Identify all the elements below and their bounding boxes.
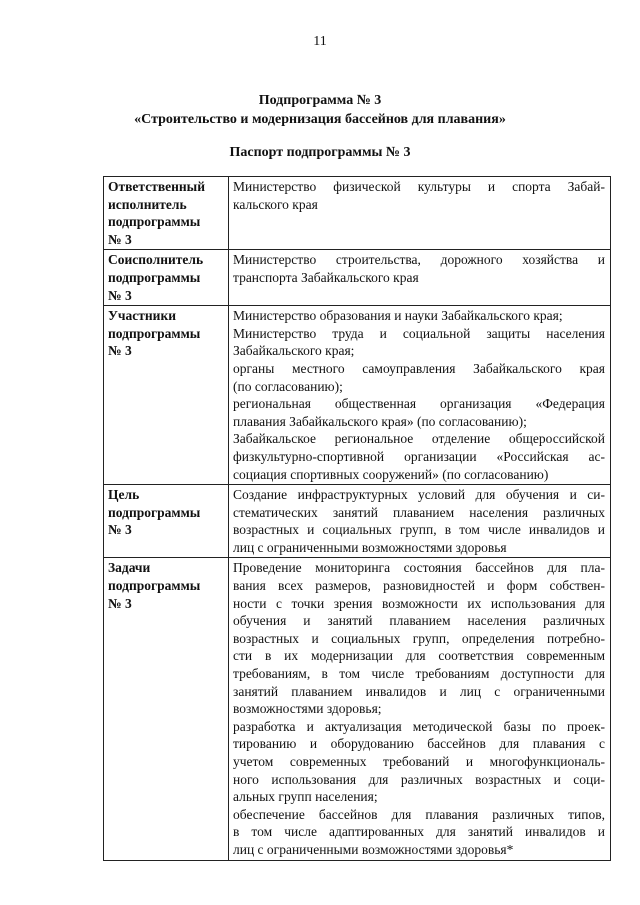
value-line: стематических занятий плаванием населения различных <box>233 504 605 520</box>
label-line: № 3 <box>108 595 132 611</box>
row-label <box>104 250 229 306</box>
value-line: региональная общественная организация «Федерация <box>233 396 605 412</box>
subprogram-name: «Строительство и модернизация бассейнов для плавания» <box>134 112 506 127</box>
passport-table <box>103 176 611 861</box>
row-value <box>229 306 611 485</box>
value-line: занятий плаванием инвалидов и лиц с ограниченными <box>233 683 605 699</box>
row-label <box>104 177 229 250</box>
value-line: Министерство труда и социальной защиты населения <box>233 325 605 341</box>
value-line: кальского края <box>233 196 318 212</box>
label-line: подпрограммы <box>108 325 201 341</box>
value-line: тированию и оборудованию бассейнов для плавания с <box>233 736 605 752</box>
value-line: (по согласованию); <box>233 378 343 394</box>
value-line: Министерство физической культуры и спорта Забай- <box>233 179 605 194</box>
value-line: физкультурно-спортивной организации «Российская ас- <box>233 448 605 464</box>
value-line: сти в их модернизации для соответствия современным <box>233 648 605 664</box>
value-line: Министерство образования и науки Забайкальского края; <box>233 308 563 324</box>
value-line: плавания Забайкальского края» (по согласованию); <box>233 413 527 429</box>
value-line: Создание инфраструктурных условий для обучения и си- <box>233 487 605 503</box>
row-value <box>229 485 611 558</box>
table-row-co-executor <box>104 250 611 306</box>
label-line: № 3 <box>108 343 132 359</box>
label-line: № 3 <box>108 522 132 538</box>
page-number: 11 <box>313 34 327 49</box>
table-row-responsible-executor <box>104 177 611 250</box>
value-line: лиц с ограниченными возможностями здоровья <box>233 539 507 555</box>
row-value <box>229 250 611 306</box>
table-row-tasks <box>104 558 611 860</box>
value-line: Проведение мониторинга состояния бассейнов для пла- <box>233 560 605 576</box>
value-line: обеспечение бассейнов для плавания различных типов, <box>233 806 605 822</box>
row-label <box>104 485 229 558</box>
value-line: лиц с ограниченными возможностями здоровья* <box>233 841 514 857</box>
value-line: разработка и актуализация методической базы по проек- <box>233 718 605 734</box>
value-line: в том числе адаптированных для занятий инвалидов и <box>233 824 605 840</box>
label-line: Соисполнитель <box>108 252 204 268</box>
value-line: социация спортивных сооружений» (по согласованию) <box>233 466 549 482</box>
value-line: Министерство строительства, дорожного хозяйства и <box>233 252 605 268</box>
row-value <box>229 177 611 250</box>
value-line: возрастных и социальных групп, в том числе инвалидов и <box>233 522 605 538</box>
label-line: № 3 <box>108 231 132 247</box>
label-line: исполнитель <box>108 196 187 212</box>
subprogram-title: Подпрограмма № 3 <box>258 93 382 108</box>
label-line: подпрограммы <box>108 504 201 520</box>
label-line: Ответственный <box>108 179 205 194</box>
value-line: возрастных и социальных групп, определения потребно- <box>233 630 605 646</box>
value-line: возможностями здоровья; <box>233 701 382 717</box>
value-line: Забайкальское региональное отделение общероссийской <box>233 431 605 447</box>
value-line: органы местного самоуправления Забайкальского края <box>233 360 605 376</box>
value-line: ного использования для различных возрастных и соци- <box>233 771 605 787</box>
value-line: учетом современных требований и многофункциональ- <box>233 754 605 769</box>
value-line: альных групп населения; <box>233 789 378 805</box>
label-line: № 3 <box>108 287 132 303</box>
label-line: подпрограммы <box>108 578 201 594</box>
value-line: Забайкальского края; <box>233 343 355 359</box>
label-line: подпрограммы <box>108 214 201 230</box>
passport-title: Паспорт подпрограммы № 3 <box>229 145 411 160</box>
row-value <box>229 558 611 860</box>
label-line: подпрограммы <box>108 269 201 285</box>
row-label <box>104 306 229 485</box>
value-line: обучения и занятий плаванием населения различных <box>233 613 605 629</box>
label-line: Участники <box>108 308 177 324</box>
value-line: транспорта Забайкальского края <box>233 269 419 285</box>
table-row-participants <box>104 306 611 485</box>
value-line: требованиям, в том числе требованиям доступности для <box>233 666 605 682</box>
label-line: Цель <box>108 487 140 503</box>
row-label <box>104 558 229 860</box>
value-line: вания всех размеров, разновидностей и форм собствен- <box>233 578 605 594</box>
value-line: ности с точки зрения возможности их использования для <box>233 595 605 611</box>
table-row-goal <box>104 485 611 558</box>
label-line: Задачи <box>108 560 151 576</box>
